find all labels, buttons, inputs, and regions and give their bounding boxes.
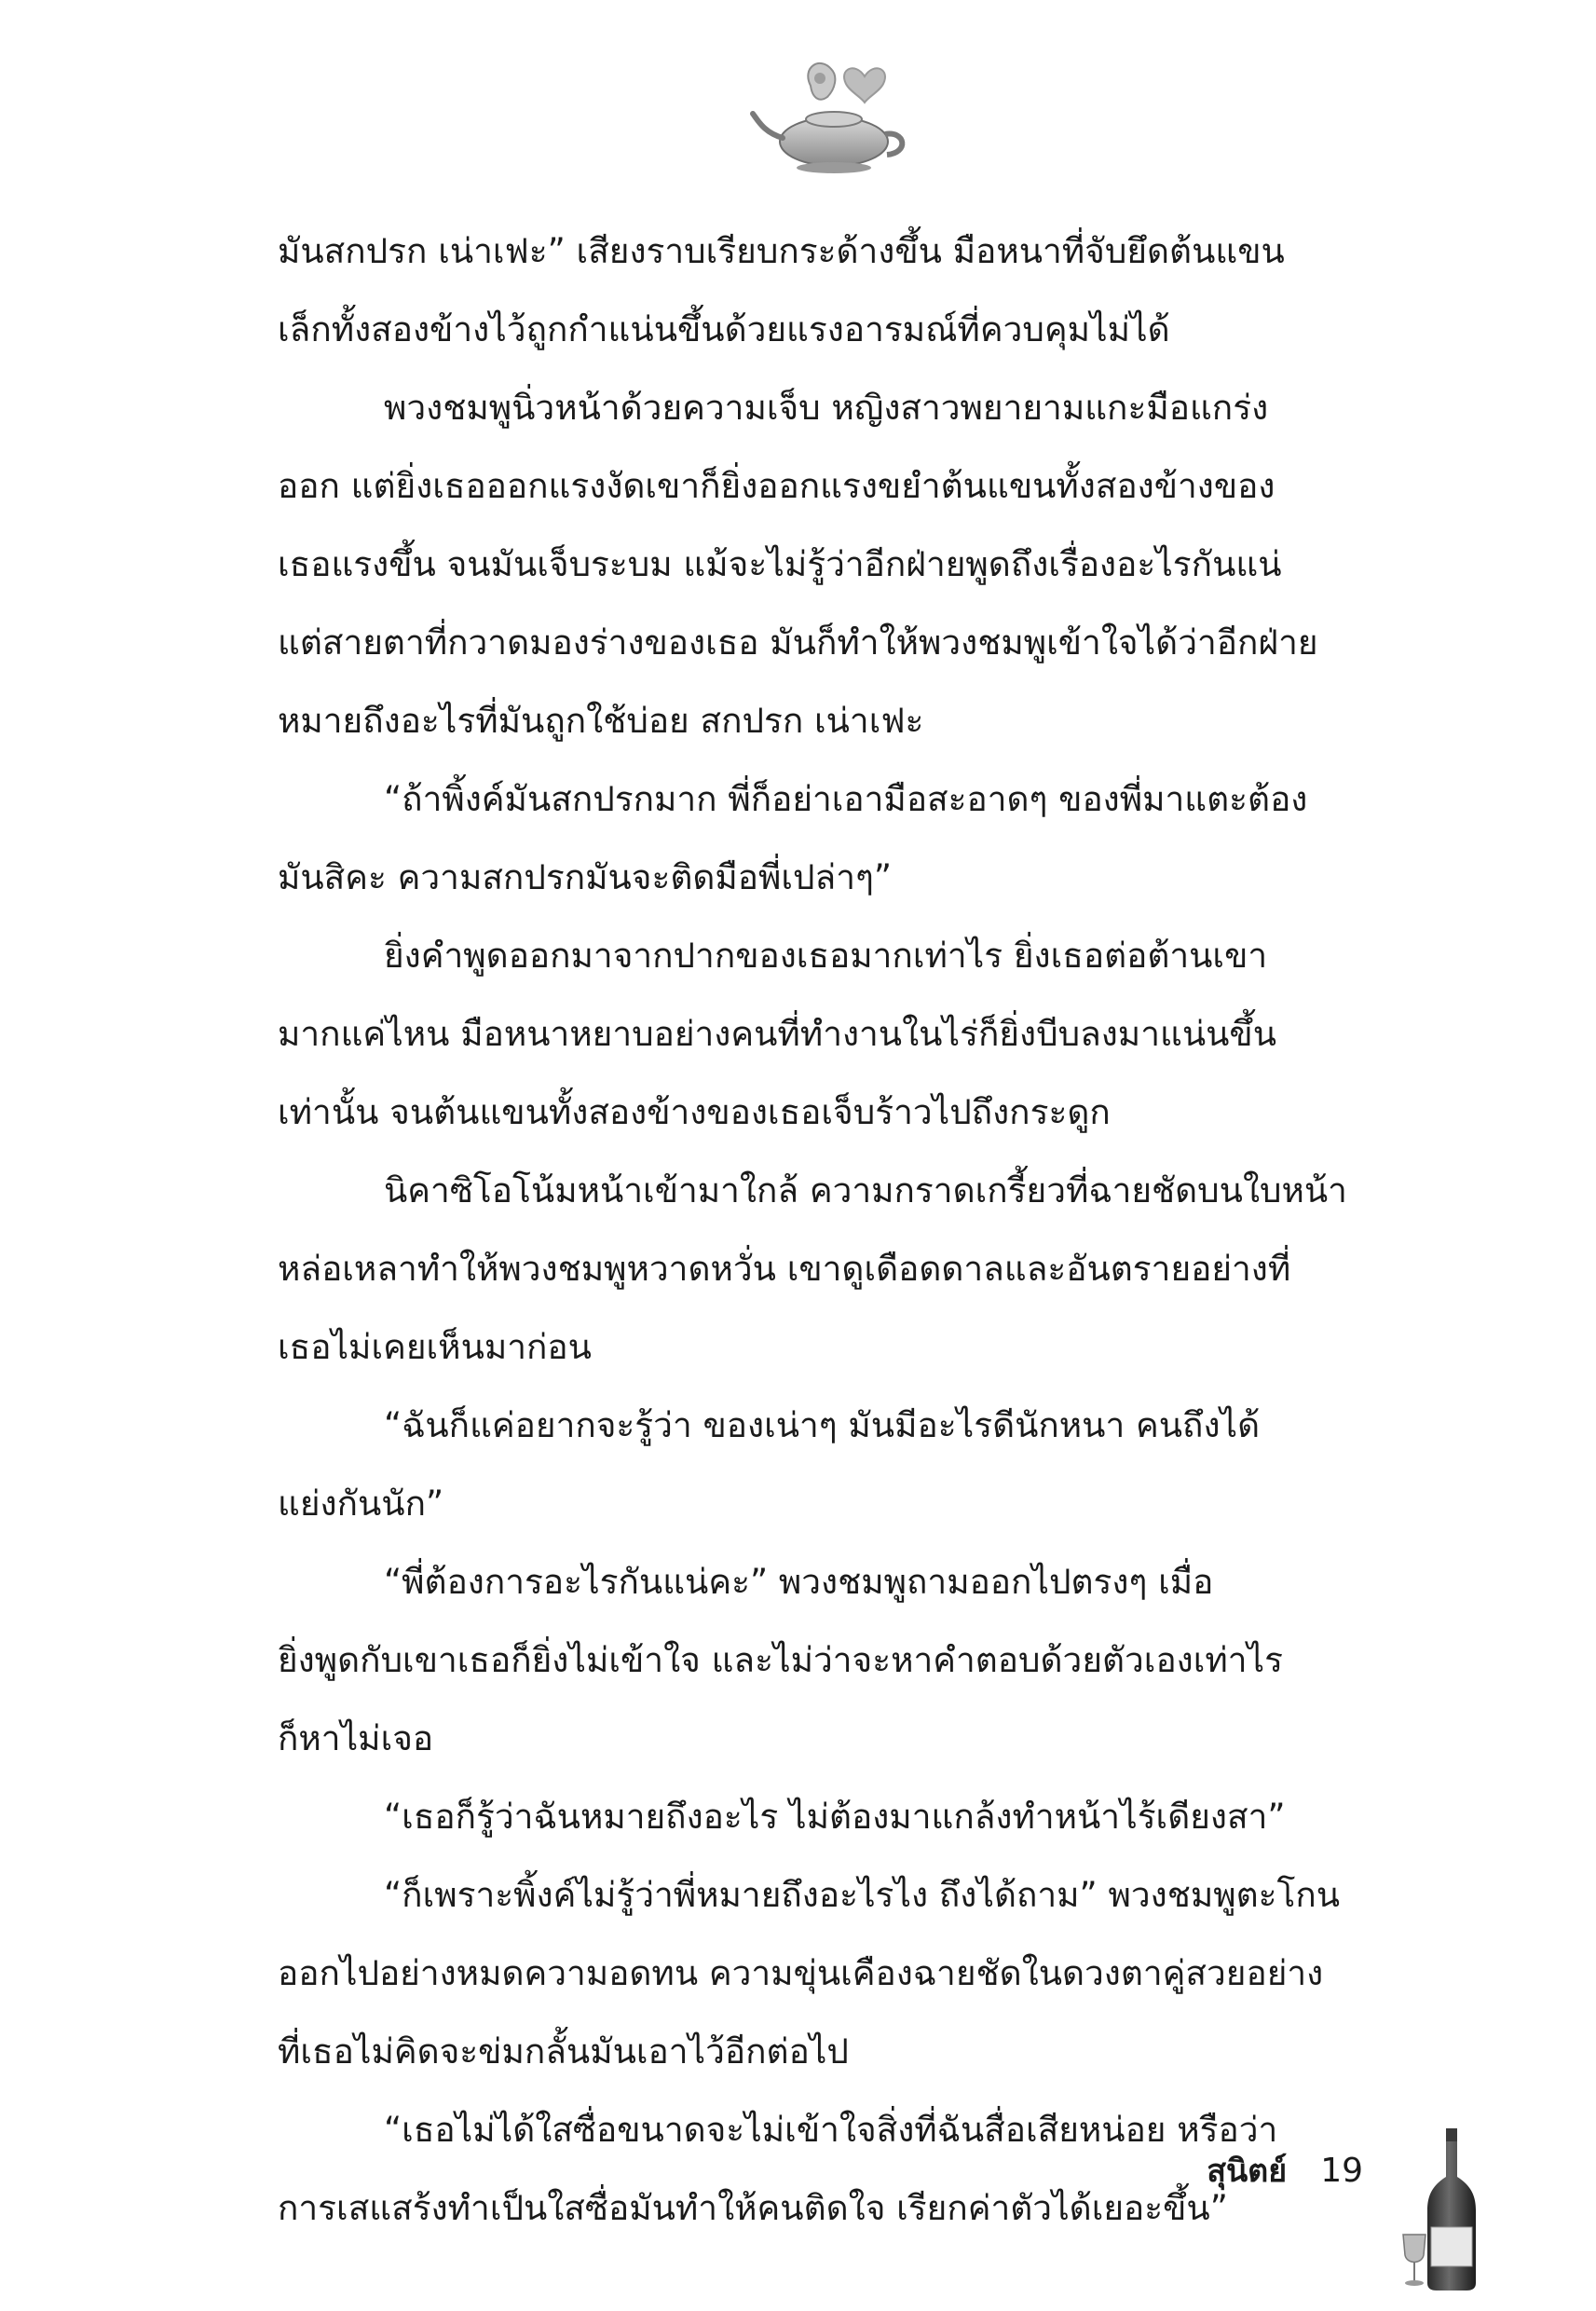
- text-line: นิคาซิโอโน้มหน้าเข้ามาใกล้ ความกราดเกรี้ยวที่ฉายชัดบนใบหน้า: [384, 1170, 1347, 1210]
- text-line: ก็หาไม่เจอ: [278, 1718, 434, 1758]
- text-line: หล่อเหลาทำให้พวงชมพูหวาดหวั่น เขาดูเดือดดาลและอันตรายอย่างที่: [278, 1249, 1291, 1289]
- text-line: มันสิคะ ความสกปรกมันจะติดมือพี่เปล่าๆ”: [278, 857, 893, 897]
- text-line: “ฉันก็แค่อยากจะรู้ว่า ของเน่าๆ มันมีอะไรดีนักหนา คนถึงได้: [384, 1405, 1261, 1445]
- text-line: แย่งกันนัก”: [278, 1484, 444, 1524]
- text-line: ออก แต่ยิ่งเธอออกแรงงัดเขาก็ยิ่งออกแรงขยำต้นแขนทั้งสองข้างของ: [278, 466, 1275, 506]
- text-line: พวงชมพูนิ่วหน้าด้วยความเจ็บ หญิงสาวพยายามแกะมือแกร่ง: [384, 388, 1269, 428]
- cupid-teapot-ornament-icon: [745, 48, 922, 179]
- text-line: “ถ้าพิ้งค์มันสกปรกมาก พี่ก็อย่าเอามือสะอาดๆ ของพี่มาแตะต้อง: [384, 779, 1308, 819]
- text-line: การเสแสร้งทำเป็นใสซื่อมันทำให้คนติดใจ เรียกค่าตัวได้เยอะขึ้น”: [278, 2188, 1228, 2228]
- text-line: “เธอก็รู้ว่าฉันหมายถึงอะไร ไม่ต้องมาแกล้งทำหน้าไร้เดียงสา”: [384, 1797, 1286, 1837]
- body-text: [278, 212, 1412, 2248]
- text-line: เธอไม่เคยเห็นมาก่อน: [278, 1327, 592, 1367]
- text-line: เล็กทั้งสองข้างไว้ถูกกำแน่นขึ้นด้วยแรงอารมณ์ที่ควบคุมไม่ได้: [278, 309, 1170, 349]
- text-line: หมายถึงอะไรที่มันถูกใช้บ่อย สกปรก เน่าเฟะ: [278, 701, 924, 741]
- text-line: เท่านั้น จนต้นแขนทั้งสองข้างของเธอเจ็บร้าวไปถึงกระดูก: [278, 1092, 1111, 1132]
- author-name: สุนิตย์: [1207, 2153, 1288, 2190]
- page-number: 19: [1320, 2152, 1363, 2190]
- text-line: “เธอไม่ได้ใสซื่อขนาดจะไม่เข้าใจสิ่งที่ฉันสื่อเสียหน่อย หรือว่า: [384, 2110, 1278, 2150]
- text-line: ยิ่งพูดกับเขาเธอก็ยิ่งไม่เข้าใจ และไม่ว่าจะหาคำตอบด้วยตัวเองเท่าไร: [278, 1640, 1284, 1680]
- text-line: แต่สายตาที่กวาดมองร่างของเธอ มันก็ทำให้พวงชมพูเข้าใจได้ว่าอีกฝ่าย: [278, 622, 1318, 663]
- text-line: ที่เธอไม่คิดจะข่มกลั้นมันเอาไว้อีกต่อไป: [278, 2031, 849, 2072]
- text-line: เธอแรงขึ้น จนมันเจ็บระบม แม้จะไม่รู้ว่าอีกฝ่ายพูดถึงเรื่องอะไรกันแน่: [278, 544, 1282, 584]
- text-line: มันสกปรก เน่าเฟะ” เสียงราบเรียบกระด้างขึ้น มือหนาที่จับยึดต้นแขน: [278, 231, 1285, 271]
- text-line: “พี่ต้องการอะไรกันแน่คะ” พวงชมพูถามออกไปตรงๆ เมื่อ: [384, 1562, 1214, 1602]
- text-line: “ก็เพราะพิ้งค์ไม่รู้ว่าพี่หมายถึงอะไรไง ถึงได้ถาม” พวงชมพูตะโกน: [384, 1875, 1341, 1915]
- text-line: ออกไปอย่างหมดความอดทน ความขุ่นเคืองฉายชัดในดวงตาคู่สวยอย่าง: [278, 1953, 1324, 1993]
- page-footer: [1207, 2145, 1363, 2197]
- text-line: ยิ่งคำพูดออกมาจากปากของเธอมากเท่าไร ยิ่งเธอต่อต้านเขา: [384, 936, 1268, 976]
- wine-bottle-icon: [1398, 2125, 1481, 2292]
- text-line: มากแค่ไหน มือหนาหยาบอย่างคนที่ทำงานในไร่ก็ยิ่งบีบลงมาแน่นขึ้น: [278, 1014, 1276, 1054]
